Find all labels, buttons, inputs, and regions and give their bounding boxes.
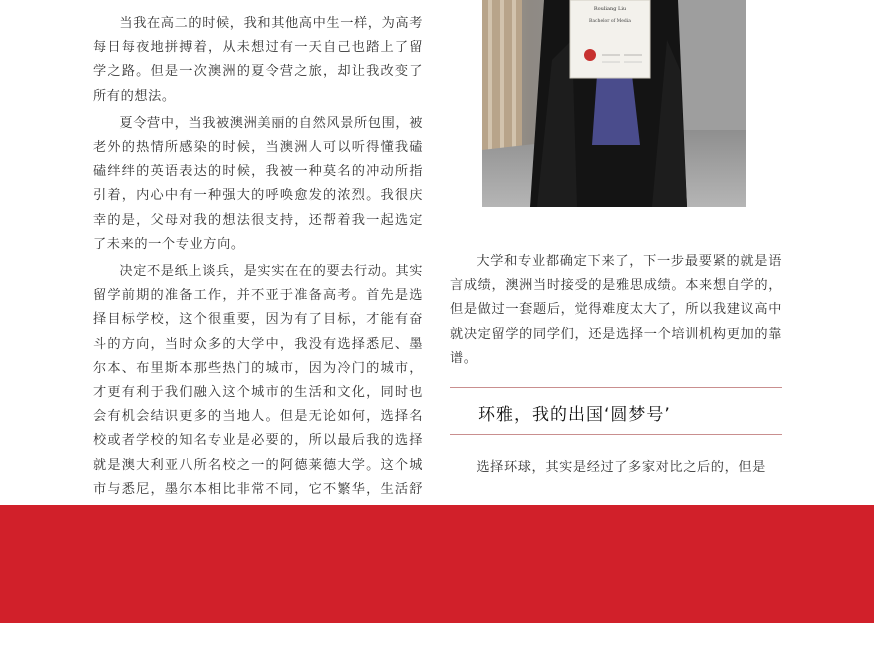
right-column: [450, 250, 782, 371]
footer-banner: [0, 505, 874, 623]
paragraph: 夏令营中，当我被澳洲美丽的自然风景所包围，被老外的热情所感染的时候，当澳洲人可以听得懂我磕磕绊绊的英语表达的时候，我被一种莫名的冲动所指引着，内心中有一种强大的呼唤愈发的浓烈。我很庆幸的是，父母对我的想法很支持，还帮着我一起选定了未来的一个专业方向。: [93, 115, 423, 252]
section-body: [450, 456, 782, 480]
paragraph: 当我在高二的时候，我和其他高中生一样，为高考每日每夜地拼搏着，从未想过有一天自己也踏上了留学之路。但是一次澳洲的夏令营之旅，却让我改变了所有的想法。: [93, 16, 423, 104]
paragraph: 决定不是纸上谈兵，是实实在在的要去行动。其实留学前期的准备工作，并不亚于准备高考。首先是选择目标学校，这个很重要，因为有了目标，才能有奋斗的方向，当时众多的大学中，我没有选择悉尼、墨尔本、布里斯本那些热门的城市，因为冷门的城市，才更有利于我们融入这个城市的生活和文化，同时也会有机会结识更多的当地人。但是无论如何，选择名校或者学校的知名专业是必要的，所以最后我的选择就是澳大利亚八所名校之一的阿德莱德大学。这个城市与悉尼，墨尔本相比非常不同，它不繁华，生活舒: [93, 264, 423, 497]
certificate-degree: Bachelor of Media: [589, 19, 631, 24]
graduation-photo: [482, 0, 746, 207]
left-column: [93, 12, 423, 529]
certificate-name: Rouliang Liu: [593, 6, 627, 12]
graduation-photo-image: [482, 0, 746, 207]
seal-icon: [584, 49, 596, 61]
paragraph: 选择环球，其实是经过了多家对比之后的，但是: [476, 460, 766, 475]
section-title: 环雅，我的出国‘圆梦号’: [478, 405, 671, 425]
certificate: [570, 0, 650, 78]
paragraph: 大学和专业都确定下来了，下一步最要紧的就是语言成绩，澳洲当时接受的是雅思成绩。本来想自学的，但是做过一套题后，觉得难度太大了，所以我建议高中就决定留学的同学们，还是选择一个培训机构更加的靠谱。: [450, 254, 782, 366]
section-header: [450, 387, 782, 435]
